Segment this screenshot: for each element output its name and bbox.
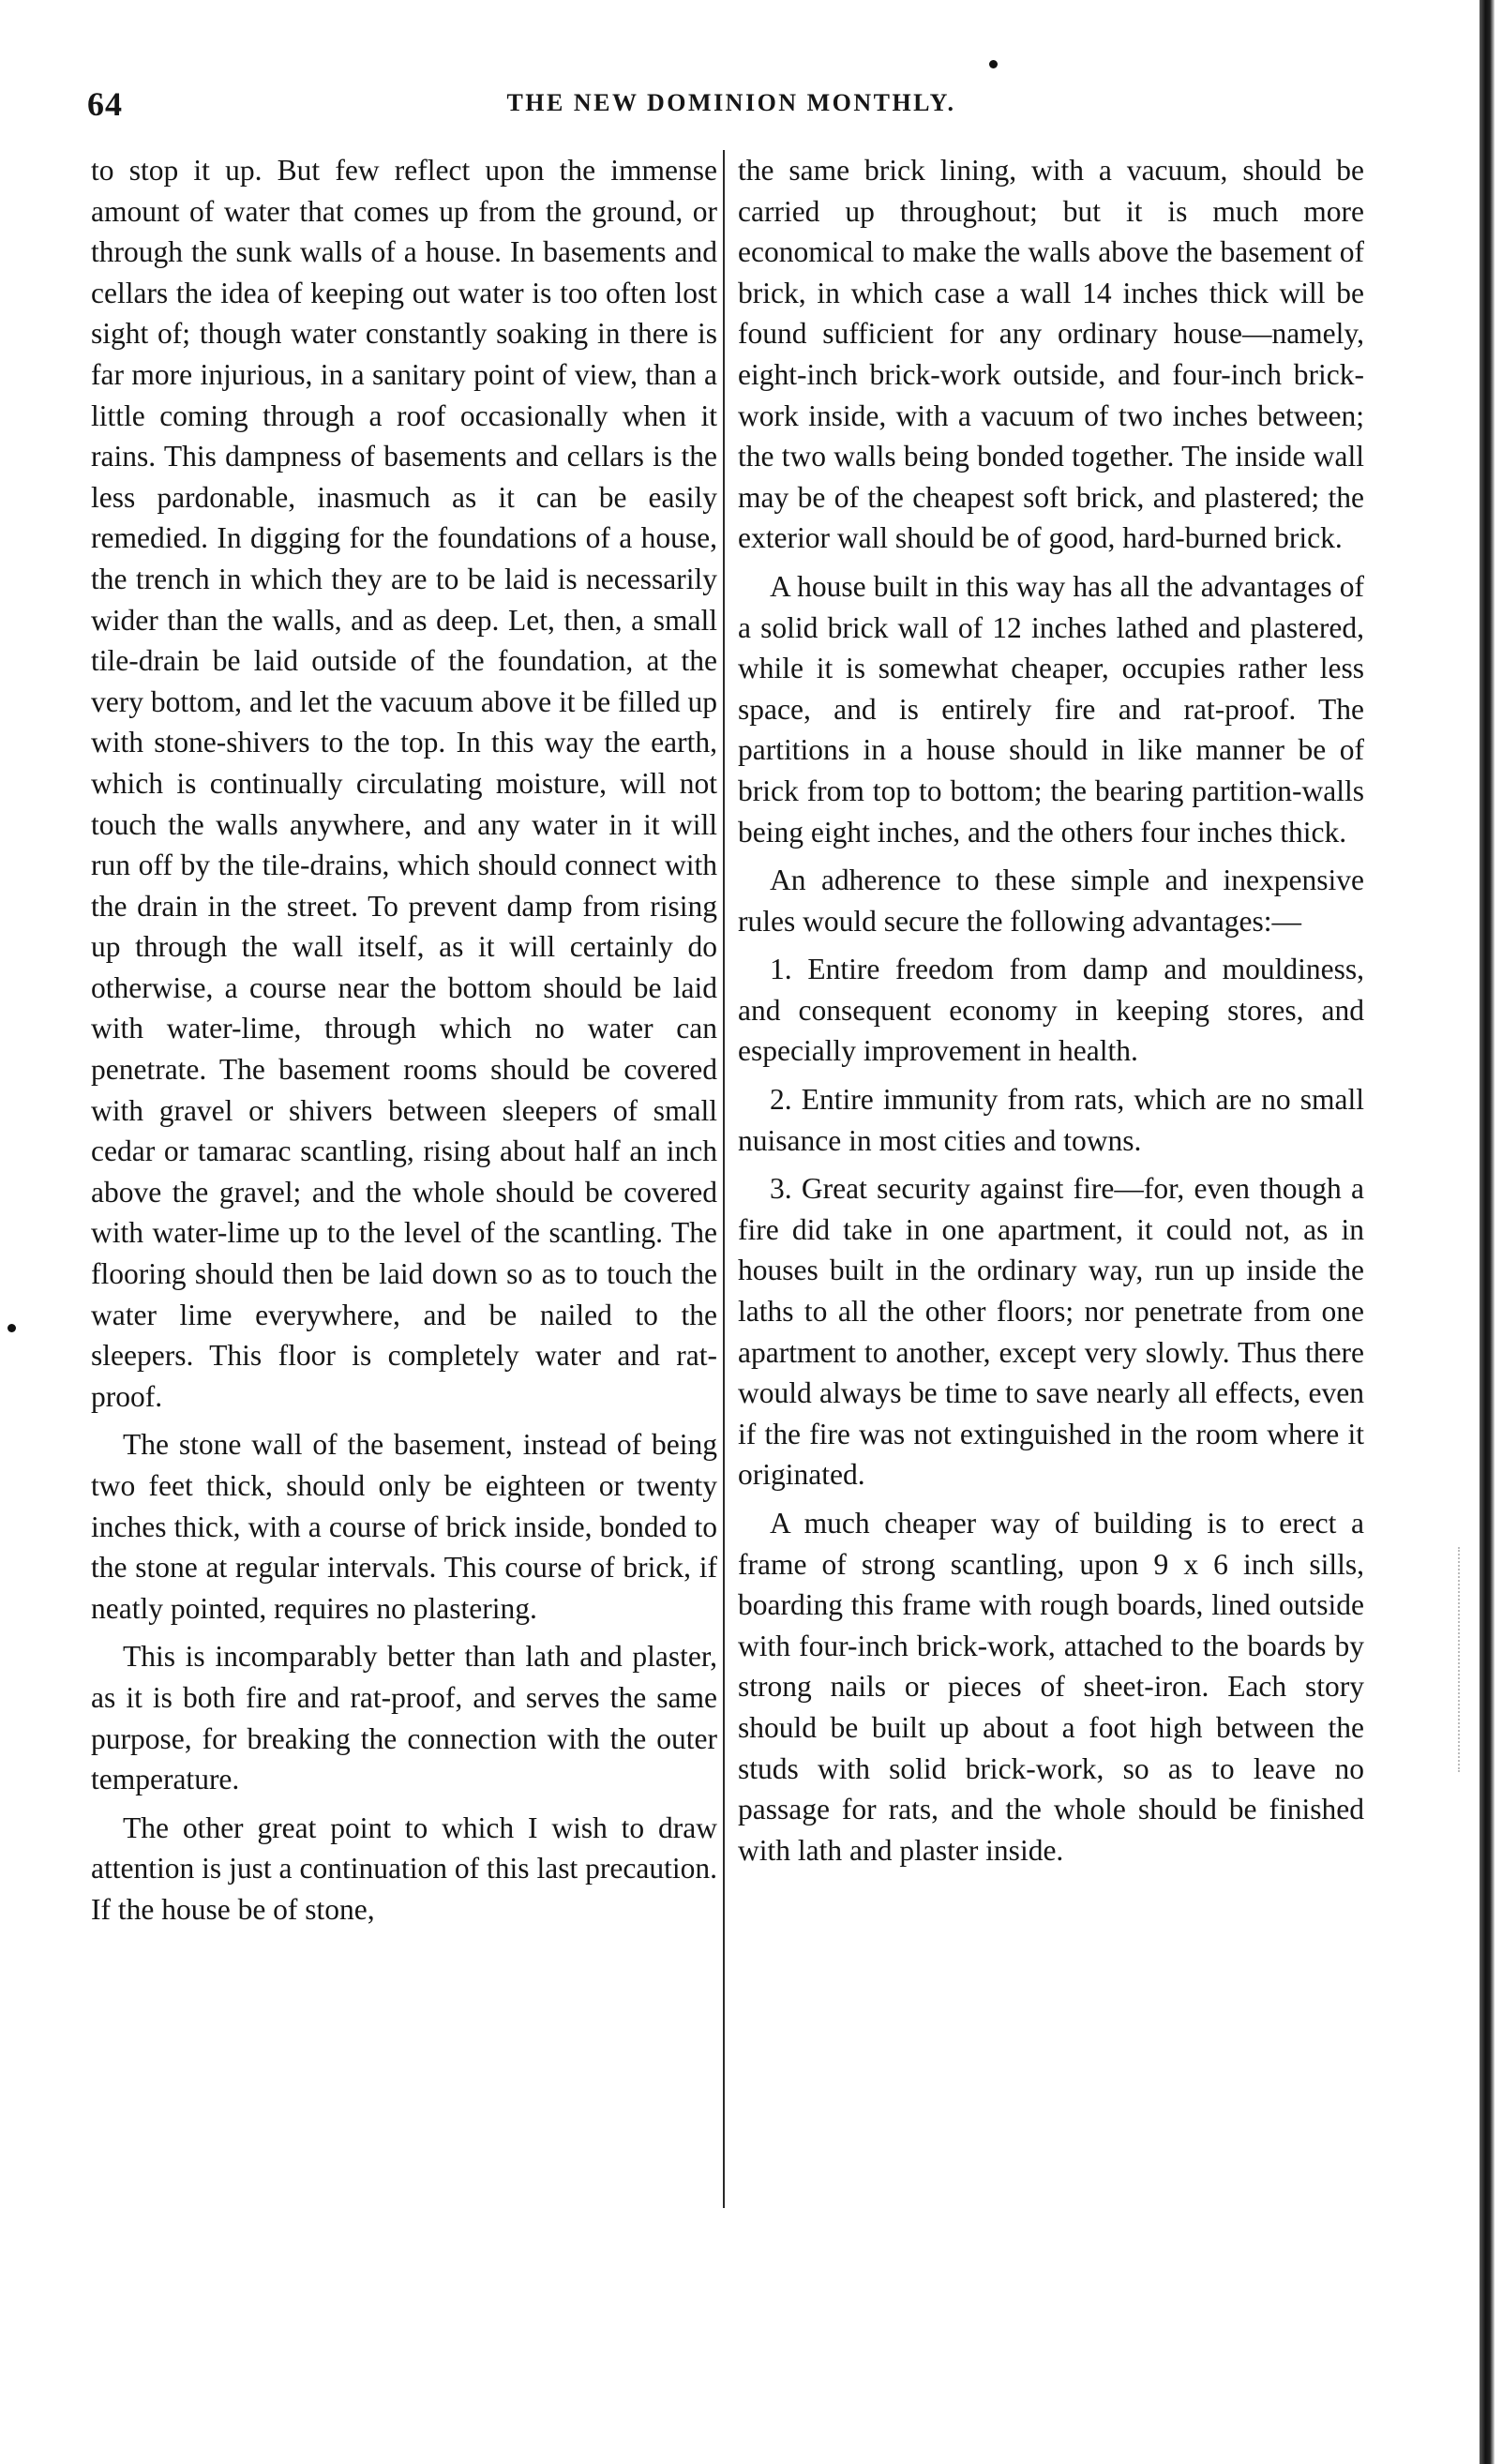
right-paragraph-7: A much cheaper way of building is to erect a frame of strong scantling, upon 9 x 6 inch sills, boarding this frame with rough boards, lined outside with four-inch brick-work, attached to the boards by strong nails or pieces of sheet-iron. Each story should be built up about a foot high between the studs with solid brick-work, so as to leave no passage for rats, and the whole should be finished with lath and plaster inside. <box>738 1507 1364 1867</box>
right-paragraph-3: An adherence to these simple and inexpensive rules would secure the following advantages:— <box>738 864 1364 938</box>
right-paragraph-2: A house built in this way has all the advantages of a solid brick wall of 12 inches lathed and plastered, while it is somewhat cheaper, occupies rather less space, and is entirely fire and rat-proof. The partitions in a house should in like manner be of brick from top to bottom; the bearing partition-walls being eight inches, and the others four inches thick. <box>738 569 1364 849</box>
ink-speck <box>989 60 998 68</box>
right-paragraph-4: 1. Entire freedom from damp and mouldiness, and consequent economy in keeping stores, and especially improvement in health. <box>738 953 1364 1068</box>
left-paragraph-3: This is incomparably better than lath and plaster, as it is both fire and rat-proof, and serves the same purpose, for breaking the connection with the outer temperature. <box>91 1640 717 1796</box>
left-paragraph-1: to stop it up. But few reflect upon the immense amount of water that comes up from the ground, or through the sunk walls of a house. In basements and cellars the idea of keeping out water is too often lost sight of; though water constantly soaking in there is far more injurious, in a sanitary point of view, than a little coming through a roof occasionally when it rains. This dampness of basements and cellars is the less pardonable, inasmuch as it can be easily remedied. In digging for the foundations of a house, the trench in which they are to be laid is necessarily wider than the walls, and as deep. Let, then, a small tile-drain be laid outside of the foundation, at the very bottom, and let the vacuum above it be filled up with stone-shivers to the top. In this way the earth, which is continually circulating moisture, will not touch the walls anywhere, and any water in it will run off by the tile-drains, which should connect with the drain in the street. To prevent damp from rising up through the wall itself, as it will certainly do otherwise, a course near the bottom should be laid with water-lime, through which no water can penetrate. The basement rooms should be covered with gravel or shivers between sleepers of small cedar or tamarac scantling, rising about half an inch above the gravel; and the whole should be covered with water-lime up to the level of the scantling. The flooring should then be laid down so as to touch the water lime everywhere, and be nailed to the sleepers. This floor is completely water and rat-proof. <box>91 154 717 1413</box>
page-edge-specks <box>1458 1547 1469 1772</box>
right-column <box>738 150 1364 1878</box>
right-paragraph-1: the same brick lining, with a vacuum, should be carried up throughout; but it is much more economical to make the walls above the basement of brick, in which case a wall 14 inches thick will be found sufficient for any ordinary house—namely, eight-inch brick-work outside, and four-inch brick-work inside, with a vacuum of two inches between; the two walls being bonded together. The inside wall may be of the cheapest soft brick, and plastered; the exterior wall should be of good, hard-burned brick. <box>738 154 1364 555</box>
right-paragraph-5: 2. Entire immunity from rats, which are no small nuisance in most cities and towns. <box>738 1083 1364 1157</box>
left-column <box>91 150 717 1938</box>
ink-speck <box>8 1324 16 1332</box>
right-paragraph-6: 3. Great security against fire—for, even though a fire did take in one apartment, it could not, as in houses built in the ordinary way, run up inside the laths to all the other floors; nor penetrate from one apartment to another, except very slowly. Thus there would always be time to save nearly all effects, even if the fire was not extinguished in the room where it originated. <box>738 1172 1364 1492</box>
column-divider <box>723 150 725 2208</box>
page-number: 64 <box>87 85 123 123</box>
running-head-title: THE NEW DOMINION MONTHLY. <box>506 89 956 116</box>
page-edge-shadow <box>1479 0 1494 2464</box>
left-paragraph-2: The stone wall of the basement, instead of being two feet thick, should only be eighteen or twenty inches thick, with a course of brick inside, bonded to the stone at regular intervals. This course of brick, if neatly pointed, requires no plastering. <box>91 1428 717 1625</box>
left-paragraph-4: The other great point to which I wish to draw attention is just a continuation of this last precaution. If the house be of stone, <box>91 1810 717 1926</box>
